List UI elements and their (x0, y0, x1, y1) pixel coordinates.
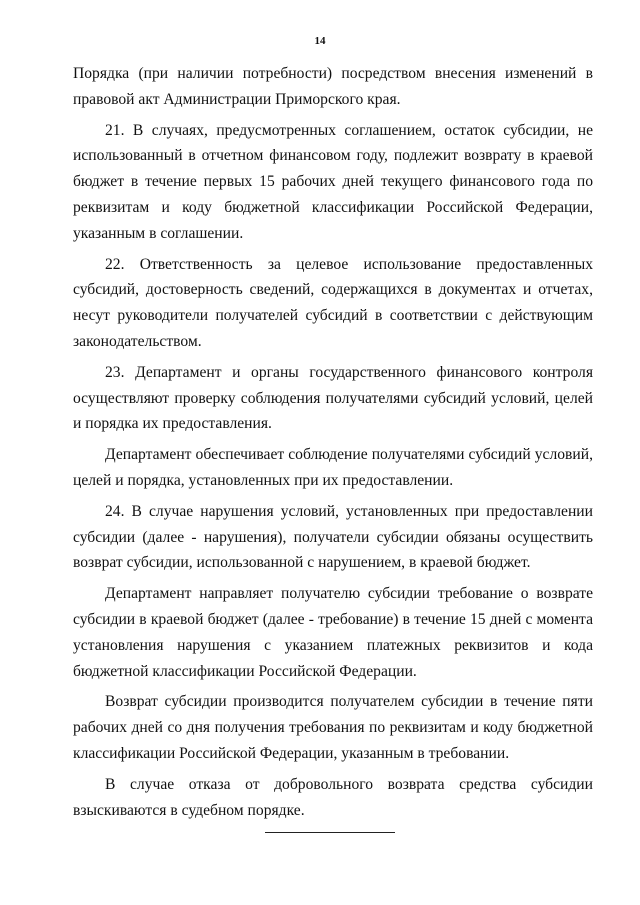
paragraph-22: 22. Ответственность за целевое использование предоставленных субсидий, достоверность сведений, содержащихся в документах и отчетах, несут руководители получателей субсидий в соответствии с действующим законодательством. (73, 255, 593, 350)
paragraph-24: 24. В случае нарушения условий, установленных при предоставлении субсидии (далее - нарушения), получатели субсидии обязаны осуществить возврат субсидии, использованной с нарушением, в краевой бюджет. (73, 502, 593, 572)
end-of-document-rule (265, 832, 395, 833)
paragraph-21: 21. В случаях, предусмотренных соглашением, остаток субсидии, не использованный в отчетном финансовом году, подлежит возврату в краевой бюджет в течение первых 15 рабочих дней текущего финансового года по реквизитам и коду бюджетной классификации Российской Федерации, указанным в соглашении. (73, 121, 593, 242)
page-number: 14 (314, 35, 326, 47)
paragraph-23: 23. Департамент и органы государственного финансового контроля осуществляют проверку соблюдения получателями субсидий условий, целей и порядка их предоставления. (73, 363, 593, 433)
paragraph-23-department: Департамент обеспечивает соблюдение получателями субсидий условий, целей и порядка, установленных при их предоставлении. (73, 446, 593, 489)
document-body (73, 61, 593, 828)
paragraph-24-return: Возврат субсидии производится получателем субсидии в течение пяти рабочих дней со дня получения требования по реквизитам и коду бюджетной классификации Российской Федерации, указанным в требовании. (73, 693, 593, 762)
paragraph-24-court: В случае отказа от добровольного возврата средства субсидии взыскиваются в судебном порядке. (73, 775, 593, 819)
paragraph-24-requirement: Департамент направляет получателю субсидии требование о возврате субсидии в краевой бюджет (далее - требование) в течение 15 дней с момента установления нарушения с указанием платежных реквизитов и кода бюджетной классификации Российской Федерации. (73, 585, 593, 680)
paragraph-continuation: Порядка (при наличии потребности) посредством внесения изменений в правовой акт Администрации Приморского края. (73, 65, 593, 108)
